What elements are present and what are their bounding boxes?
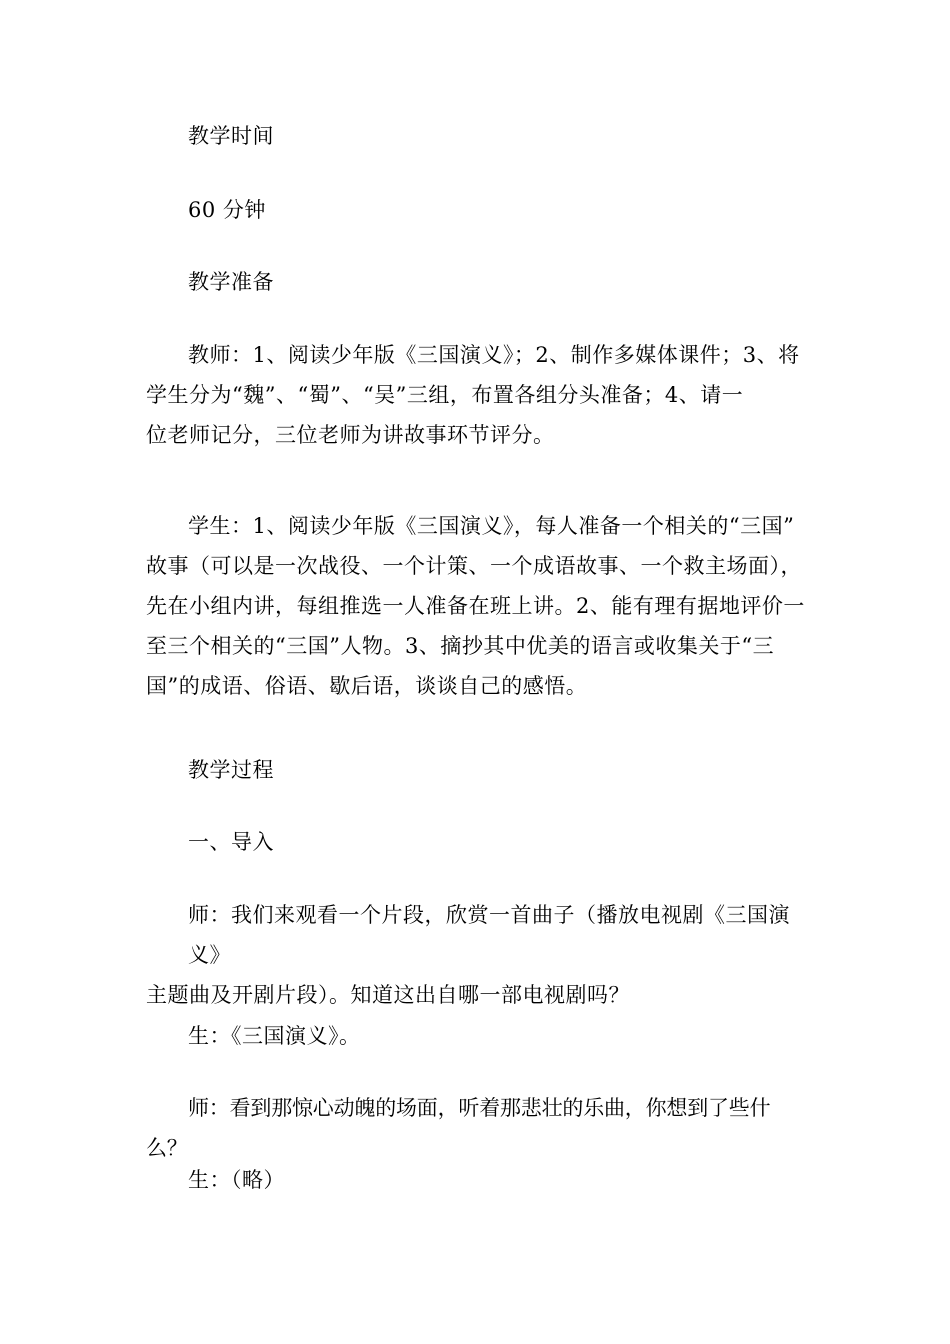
teaching-time-heading: 教学时间 <box>188 124 274 148</box>
student-dialogue-1: 生：《三国演义》。 <box>188 1024 361 1048</box>
student-prep-line: 先在小组内讲，每组推选一人准备在班上讲。2、能有理有据地评价一 <box>146 594 805 618</box>
teacher-prep-line: 教师：1、阅读少年版《三国演义》；2、制作多媒体课件；3、将 <box>188 343 800 367</box>
student-prep-line: 至三个相关的“三国”人物。3、摘抄其中优美的语言或收集关于“三 <box>146 634 775 658</box>
teacher-dialogue-1 <box>146 895 810 1015</box>
teacher-dialogue-line: 师：我们来观看一个片段，欣赏一首曲子（播放电视剧《三国演义》 <box>188 903 790 967</box>
teacher-dialogue-line: 主题曲及开剧片段）。知道这出自哪一部电视剧吗？ <box>146 983 630 1007</box>
student-prep-line: 学生：1、阅读少年版《三国演义》，每人准备一个相关的“三国” <box>188 514 795 538</box>
preparation-heading: 教学准备 <box>188 270 274 294</box>
teacher-prep-line: 学生分为“魏”、“蜀”、“吴”三组，布置各组分头准备；4、请一 <box>146 383 744 407</box>
student-prep-line: 国”的成语、俗语、歇后语，谈谈自己的感悟。 <box>146 674 588 698</box>
section-one-heading: 一、导入 <box>188 830 274 854</box>
student-prep-paragraph <box>146 506 810 706</box>
teacher-dialogue-2: 师：看到那惊心动魄的场面，听着那悲壮的乐曲，你想到了些什么？ <box>146 1096 771 1160</box>
student-dialogue-2: 生：（略） <box>188 1168 285 1192</box>
teaching-time-value: 60 分钟 <box>188 198 266 222</box>
student-prep-line: 故事（可以是一次战役、一个计策、一个成语故事、一个救主场面）， <box>146 554 802 578</box>
process-heading: 教学过程 <box>188 758 274 782</box>
teacher-prep-line: 位老师记分，三位老师为讲故事环节评分。 <box>146 423 555 447</box>
teacher-prep-paragraph <box>146 335 810 455</box>
